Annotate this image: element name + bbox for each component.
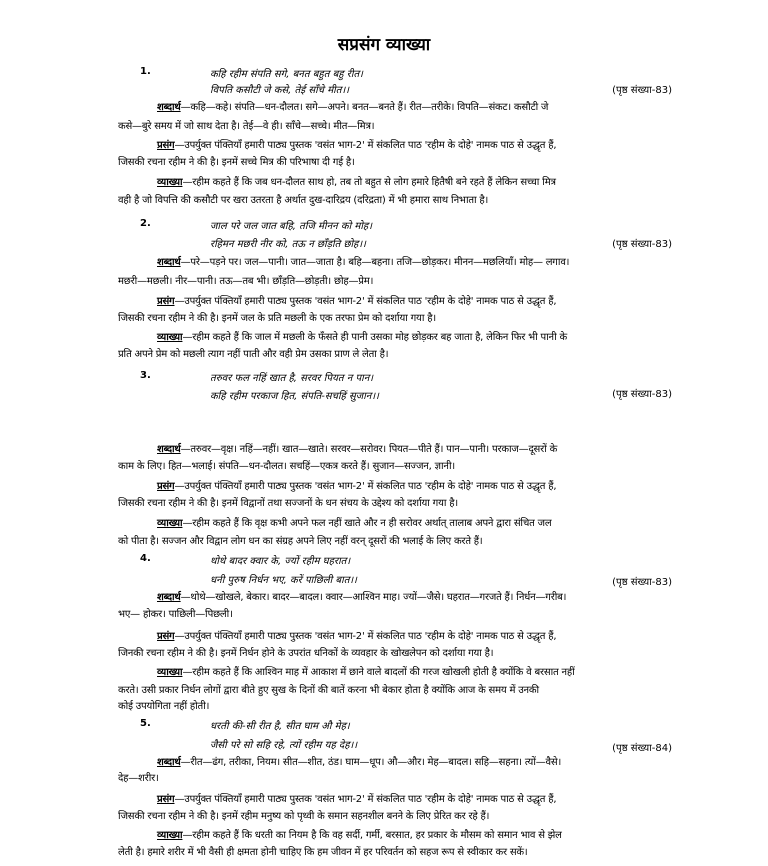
shabdarth-text: —कहि—कहे। संपति—धन-दौलत। सगे—अपने। बनत—बनते हैं। रीत—तरीके। विपति—संकट। कसौटी जे: [180, 102, 549, 113]
prasang-text: जिसकी रचना रहीम ने की है। इनमें रहीम मनुष्य को पृथ्वी के समान सहनशील बनने के लिए प्रेरित कर रहे हैं।: [118, 811, 490, 822]
vyakhya-label: व्याख्या: [157, 667, 183, 678]
verse-line: जैसी परे सो सहि रहे, त्यों रहीम यह देह।।: [210, 740, 358, 751]
page-reference: (पृष्ठ संख्या-83): [612, 389, 672, 400]
vyakhya-text: वही है जो विपत्ति की कसौटी पर खरा उतरता है अर्थात दुख-दारिद्रय (दरिद्रता) में भी हमारा साथ निभाता है।: [118, 195, 489, 206]
shabdarth-text: —परे—पड़ने पर। जल—पानी। जात—जाता है। बहि—बहना। तजि—छोड़कर। मीनन—मछलियाँ। मोह— लगाव।: [180, 257, 570, 268]
vyakhya-text: —रहीम कहते हैं कि धरती का नियम है कि वह सर्दी, गर्मी, बरसात, हर प्रकार के मौसम को समान भाव से झेल: [182, 830, 562, 841]
section-number: 5.: [140, 718, 151, 729]
vyakhya-text: को पीता है। सज्जन और विद्वान लोग धन का संग्रह अपने लिए नहीं वरन् दूसरों की भलाई के लिए करते हैं।: [118, 536, 483, 547]
page-title: सप्रसंग व्याख्या: [337, 35, 431, 55]
prasang-label: प्रसंग: [157, 481, 175, 492]
shabdarth-label: शब्दार्थ: [157, 757, 181, 768]
page-reference: (पृष्ठ संख्या-83): [612, 239, 672, 250]
prasang-label: प्रसंग: [157, 140, 175, 151]
shabdarth-text: कसे—बुरे समय में जो साथ देता है। तेई—वे ही। साँचे—सच्चे। मीत—मित्र।: [118, 121, 375, 132]
vyakhya-label: व्याख्या: [157, 518, 183, 529]
vyakhya-text: कोई उपयोगिता नहीं होती।: [118, 701, 210, 712]
prasang-text: —उपर्युक्त पंक्तियाँ हमारी पाठ्य पुस्तक 'वसंत भाग-2' में संकलित पाठ 'रहीम के दोहे' नामक पाठ से उद्धृत हैं,: [174, 140, 557, 151]
prasang-label: प्रसंग: [157, 296, 175, 307]
verse-line: विपति कसौटी जे कसे, तेई साँचे मीत।।: [210, 85, 350, 96]
shabdarth-text: भए— होकर। पाछिली—पिछली।: [118, 609, 233, 620]
shabdarth-text: काम के लिए। हित—भलाई। संपति—धन-दौलत। सचहिं—एकत्र करते हैं। सुजान—सज्जन, ज्ञानी।: [118, 461, 455, 472]
verse-line: जाल परे जल जात बहि, तजि मीनन को मोह।: [210, 221, 373, 232]
shabdarth-label: शब्दार्थ: [157, 444, 181, 455]
vyakhya-text: करते। उसी प्रकार निर्धन लोगों द्वारा बीते हुए सुख के दिनों की बातें करना भी बेकार होता है क्योंकि आज के समय में उनकी: [118, 685, 539, 696]
vyakhya-label: व्याख्या: [157, 332, 183, 343]
shabdarth-text: —तरुवर—वृक्ष। नहिं—नहीं। खात—खाते। सरवर—सरोवर। पियत—पीते हैं। पान—पानी। परकाज—दूसरों के: [180, 444, 558, 455]
section-number: 4.: [140, 553, 151, 564]
verse-line: रहिमन मछरी नीर को, तऊ न छाँड़ति छोह।।: [210, 239, 366, 250]
prasang-text: जिसकी रचना रहीम ने की है। इनमें सच्चे मित्र की परिभाषा दी गई है।: [118, 157, 355, 168]
shabdarth-label: शब्दार्थ: [157, 592, 181, 603]
page-reference: (पृष्ठ संख्या-84): [612, 743, 672, 754]
page-reference: (पृष्ठ संख्या-83): [612, 577, 672, 588]
vyakhya-text: —रहीम कहते हैं कि जब धन-दौलत साथ हो, तब तो बहुत से लोग हमारे हितैषी बने रहते हैं लेकिन सच्चा मित्र: [182, 177, 556, 188]
verse-line: धरती की-सी रीत है, सीत घाम औ मेह।: [210, 721, 350, 732]
verse-line: थोथे बादर क्वार के, ज्यों रहीम घहरात।: [210, 556, 351, 567]
prasang-text: जिनकी रचना रहीम ने की है। इनमें निर्धन होने के उपरांत धनिकों के व्यवहार के खोखलेपन को दर्शाया गया है।: [118, 648, 494, 659]
shabdarth-text: देह—शरीर।: [118, 773, 159, 784]
prasang-text: —उपर्युक्त पंक्तियाँ हमारी पाठ्य पुस्तक 'वसंत भाग-2' में संकलित पाठ 'रहीम के दोहे' नामक पाठ से उद्धृत हैं,: [174, 631, 557, 642]
verse-line: धनी पुरुष निर्धन भए, करें पाछिली बात।।: [210, 575, 357, 586]
prasang-text: जिसकी रचना रहीम ने की है। इनमें जल के प्रति मछली के एक तरफा प्रेम को दर्शाया गया है।: [118, 313, 436, 324]
vyakhya-text: —रहीम कहते हैं कि जाल में मछली के फँसते ही पानी उसका मोह छोड़कर बह जाता है, लेकिन फिर भी पानी के: [182, 332, 567, 343]
section-number: 2.: [140, 218, 151, 229]
page-reference: (पृष्ठ संख्या-83): [612, 85, 672, 96]
vyakhya-text: लेती है। हमारे शरीर में भी वैसी ही क्षमता होनी चाहिए कि हम जीवन में हर परिवर्तन को सहज रूप से स्वीकार कर सकें।: [118, 847, 528, 858]
verse-line: कहि रहीम परकाज हित, संपति-सचहिं सुजान।।: [210, 391, 379, 402]
shabdarth-label: शब्दार्थ: [157, 257, 181, 268]
section-number: 1.: [140, 66, 151, 77]
shabdarth-text: —थोथे—खोखले, बेकार। बादर—बादल। क्वार—आश्विन माह। ज्यों—जैसे। घहरात—गरजते हैं। निर्धन—गरीब।: [180, 592, 567, 603]
prasang-text: —उपर्युक्त पंक्तियाँ हमारी पाठ्य पुस्तक 'वसंत भाग-2' में संकलित पाठ 'रहीम के दोहे' नामक पाठ से उद्धृत हैं,: [174, 481, 557, 492]
vyakhya-label: व्याख्या: [157, 830, 183, 841]
shabdarth-label: शब्दार्थ: [157, 102, 181, 113]
vyakhya-text: प्रति अपने प्रेम को मछली त्याग नहीं पाती और वही प्रेम उसका प्राण ले लेता है।: [118, 349, 389, 360]
prasang-text: —उपर्युक्त पंक्तियाँ हमारी पाठ्य पुस्तक 'वसंत भाग-2' में संकलित पाठ 'रहीम के दोहे' नामक पाठ से उद्धृत हैं,: [174, 794, 557, 805]
shabdarth-text: मछरी—मछली। नीर—पानी। तऊ—तब भी। छाँड़ति—छोड़ती। छोह—प्रेम।: [118, 276, 374, 287]
prasang-text: जिसकी रचना रहीम ने की है। इनमें विद्वानों तथा सज्जनों के धन संचय के उद्देश्य को दर्शाया गया है।: [118, 498, 458, 509]
vyakhya-label: व्याख्या: [157, 177, 183, 188]
verse-line: कहि रहीम संपति सगे, बनत बहुत बहु रीत।: [210, 69, 363, 80]
prasang-label: प्रसंग: [157, 631, 175, 642]
vyakhya-text: —रहीम कहते हैं कि आश्विन माह में आकाश में छाने वाले बादलों की गरज खोखली होती है क्योंकि वे बरसात नहीं: [182, 667, 575, 678]
vyakhya-text: —रहीम कहते हैं कि वृक्ष कभी अपने फल नहीं खाते और न ही सरोवर अर्थात् तालाब अपने द्वारा संचित जल: [182, 518, 552, 529]
prasang-text: —उपर्युक्त पंक्तियाँ हमारी पाठ्य पुस्तक 'वसंत भाग-2' में संकलित पाठ 'रहीम के दोहे' नामक पाठ से उद्धृत हैं,: [174, 296, 557, 307]
prasang-label: प्रसंग: [157, 794, 175, 805]
section-number: 3.: [140, 370, 151, 381]
verse-line: तरुवर फल नहिं खात है, सरवर पियत न पान।: [210, 373, 374, 384]
shabdarth-text: —रीत—ढंग, तरीका, नियम। सीत—शीत, ठंड। घाम—धूप। औ—और। मेह—बादल। सहि—सहना। त्यों—वैसे।: [180, 757, 562, 768]
